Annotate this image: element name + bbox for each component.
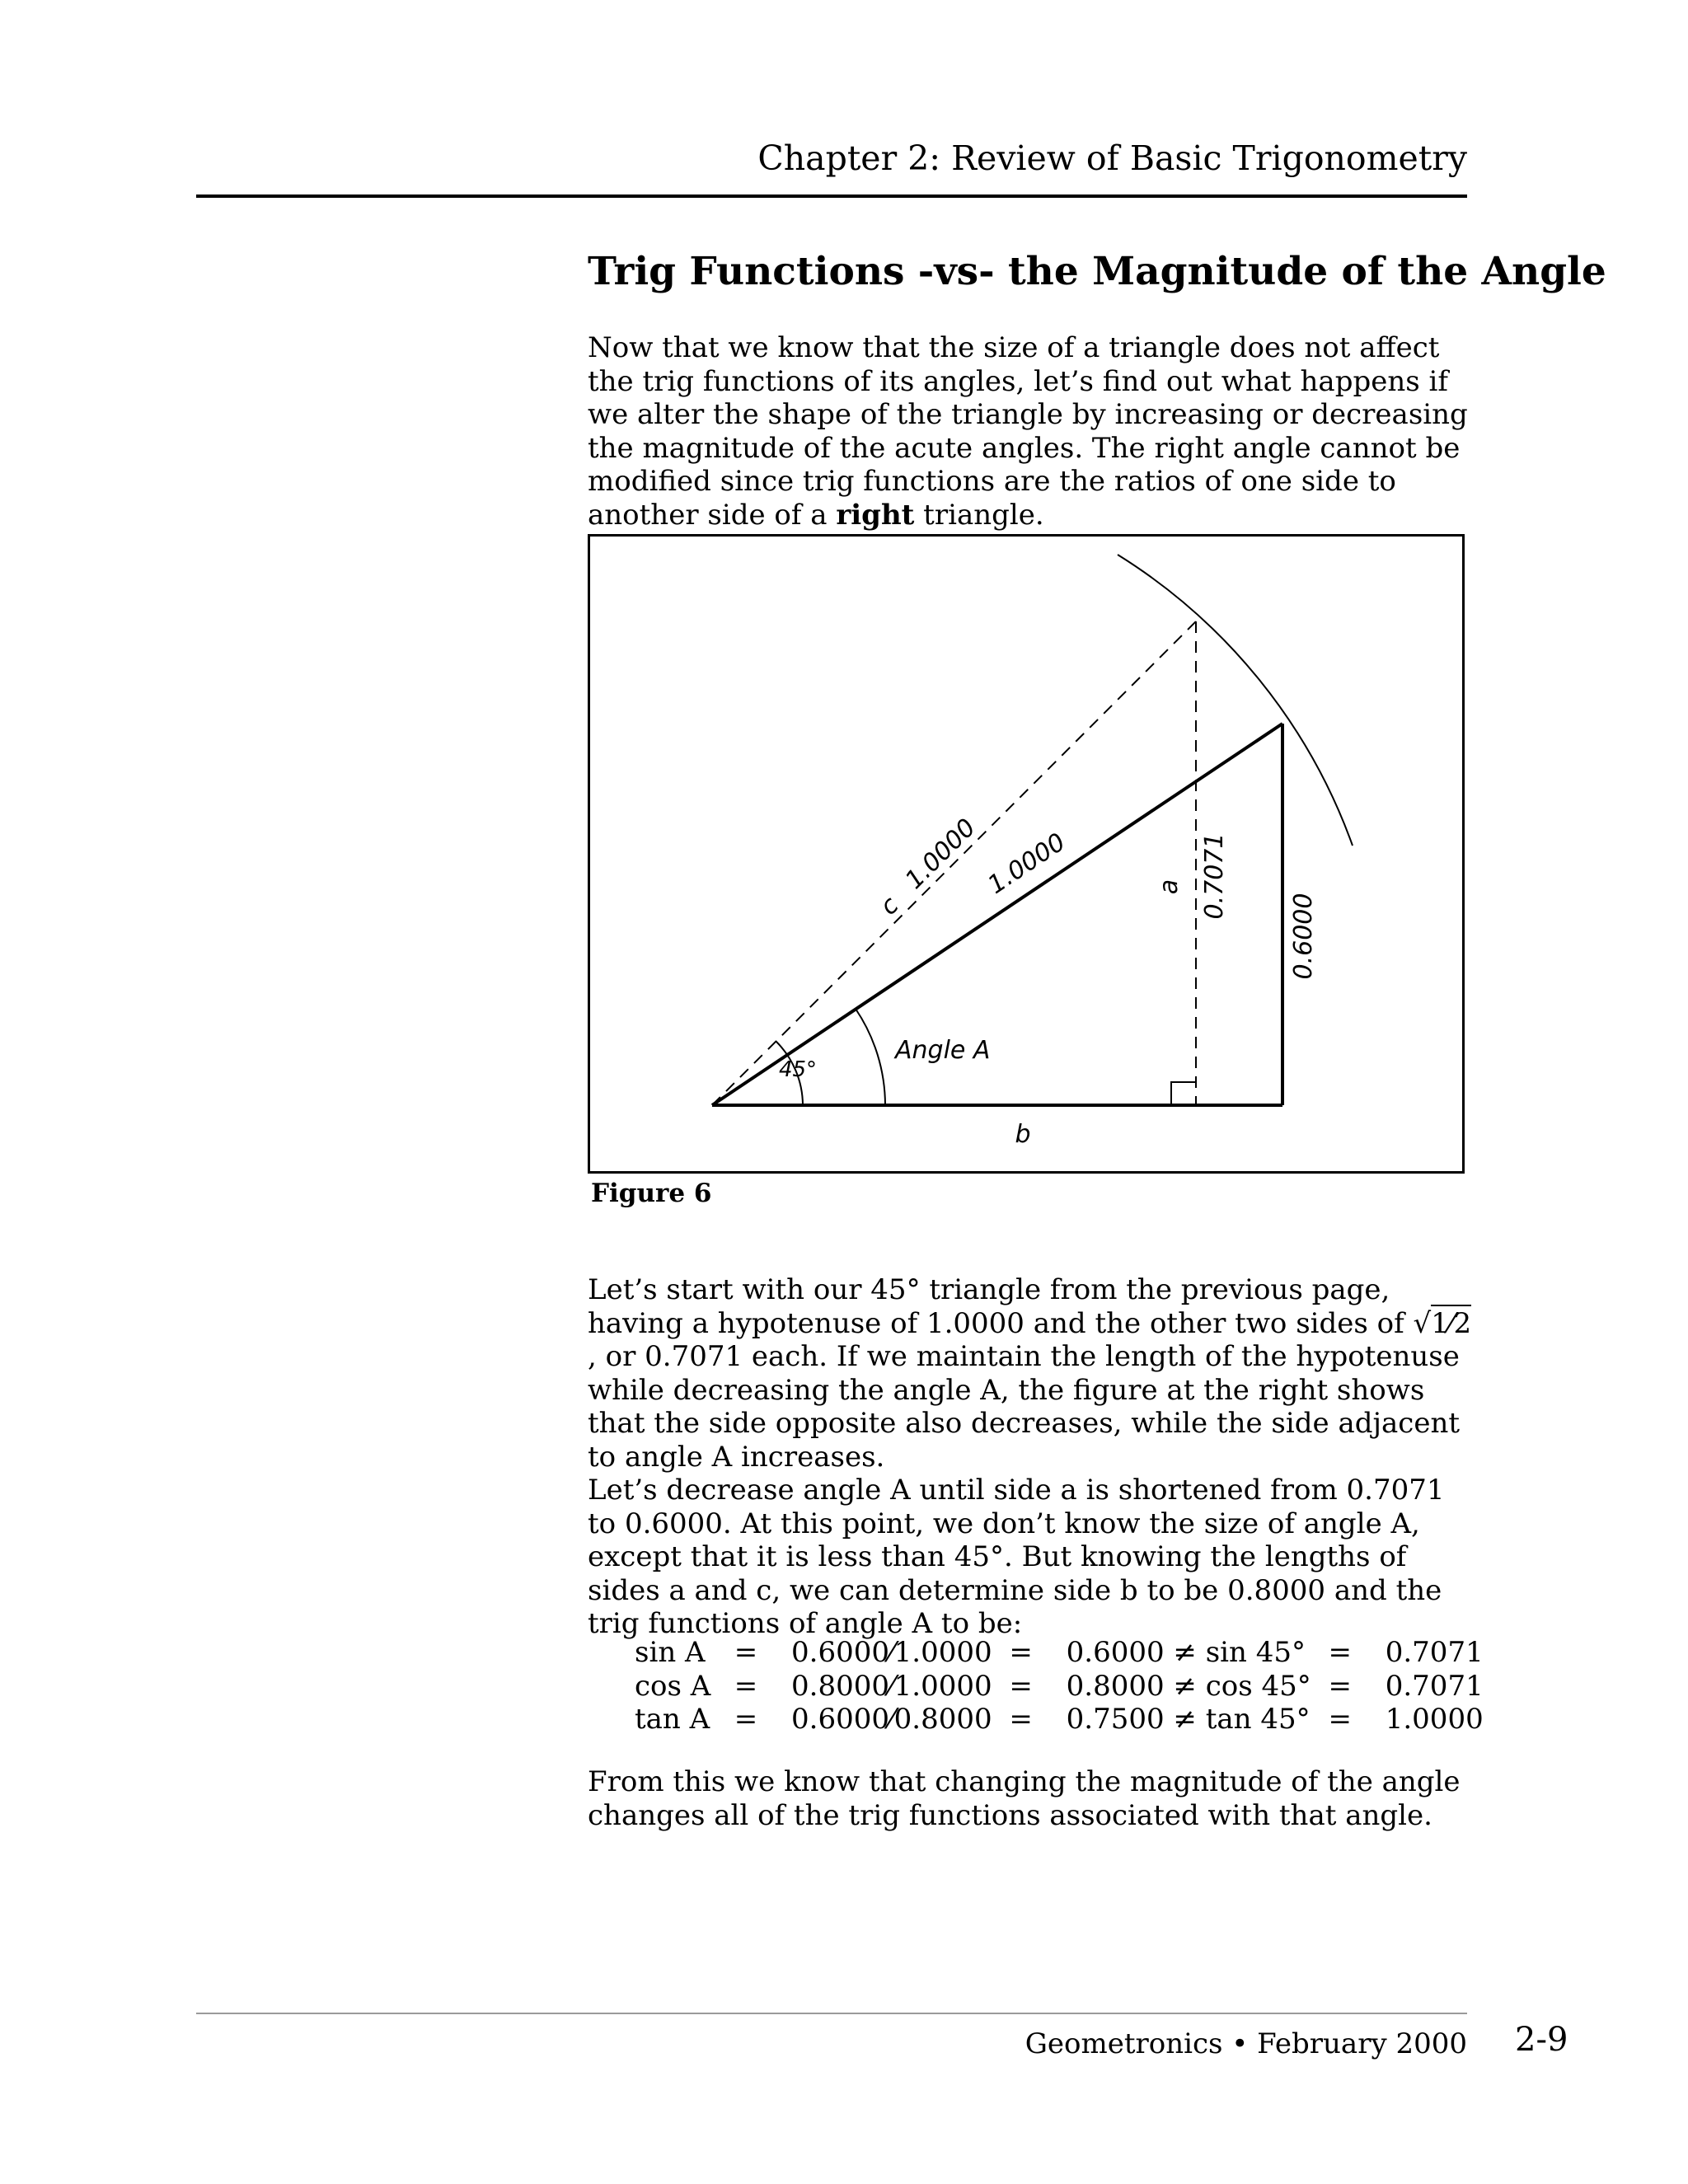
equation-row xyxy=(635,1670,1484,1704)
eq-function: cos A xyxy=(635,1669,711,1703)
hypotenuse-45-dashed xyxy=(712,621,1196,1105)
p3-text: Let’s decrease angle A until side a is shortened from 0.7071 to 0.6000. At this point, we don’t know the size of angle A, except that it is less than 45°. But knowing the lengths of sides a and c, we can determine side b to be 0.8000 and the trig functions of angle A to be: xyxy=(588,1474,1445,1640)
intro-paragraph xyxy=(588,331,1474,532)
eq-function: tan A xyxy=(635,1703,710,1736)
label-angle-a: Angle A xyxy=(895,1036,991,1065)
label-opp-45: 0.7071 xyxy=(1200,832,1229,920)
eq-result: 0.7071 xyxy=(1385,1669,1484,1703)
paragraph-decrease-angle xyxy=(588,1474,1474,1641)
eq-sign: = xyxy=(1009,1669,1033,1703)
p4-text: From this we know that changing the magnitude of the angle changes all of the trig functions associated with that angle. xyxy=(588,1765,1461,1832)
eq-sign: = xyxy=(1328,1669,1352,1703)
eq-result: 0.7071 xyxy=(1385,1636,1484,1669)
label-angle-45: 45° xyxy=(778,1057,818,1082)
footer-rule xyxy=(196,2013,1467,2014)
sqrt-symbol: √ xyxy=(1413,1306,1432,1340)
angle-a-arc xyxy=(856,1009,885,1105)
label-b: b xyxy=(1015,1120,1031,1149)
triangle-diagram xyxy=(590,537,1467,1176)
eq-result: 1.0000 xyxy=(1385,1703,1484,1736)
eq-sign: = xyxy=(734,1703,758,1736)
label-opp-a: 0.6000 xyxy=(1289,893,1318,980)
eq-ratio: 0.6000⁄0.8000 xyxy=(791,1703,992,1736)
figure-6-diagram xyxy=(588,534,1465,1174)
sqrt-radicand: 1⁄2 xyxy=(1431,1305,1471,1340)
paragraph-conclusion xyxy=(588,1765,1474,1832)
label-a: a xyxy=(1155,879,1184,895)
eq-sign: = xyxy=(1328,1703,1352,1736)
eq-sign: = xyxy=(1328,1636,1352,1669)
eq-value: 0.6000 ≠ sin 45° xyxy=(1066,1636,1306,1669)
equation-row xyxy=(635,1636,1484,1670)
sqrt-expression xyxy=(1414,1307,1472,1341)
eq-sign: = xyxy=(1009,1703,1033,1736)
eq-sign: = xyxy=(734,1636,758,1669)
chapter-title: Chapter 2: Review of Basic Trigonometry xyxy=(757,138,1467,178)
label-c: c xyxy=(874,891,905,921)
eq-sign: = xyxy=(734,1669,758,1703)
section-title: Trig Functions -vs- the Magnitude of the Angle xyxy=(588,249,1606,294)
footer-text: Geometronics • February 2000 xyxy=(1025,2027,1467,2060)
eq-value: 0.8000 ≠ cos 45° xyxy=(1066,1669,1311,1703)
eq-sign: = xyxy=(1009,1636,1033,1669)
paragraph-45-triangle xyxy=(588,1273,1474,1474)
eq-ratio: 0.8000⁄1.0000 xyxy=(791,1669,992,1703)
header-rule xyxy=(196,194,1467,198)
intro-text: Now that we know that the size of a triangle does not affect the trig functions of its angles, let’s find out what happens if we alter the shape of the triangle by increasing or decreasing the magnitude of the acute angles. The right angle cannot be modified since trig functions are the ratios of one side to another side of a xyxy=(588,331,1468,532)
label-hyp-a: 1.0000 xyxy=(982,827,1071,900)
figure-caption: Figure 6 xyxy=(591,1179,712,1208)
p2-text-end: , or 0.7071 each. If we maintain the length of the hypotenuse while decreasing the angle A, the figure at the right shows that the side opposite also decreases, while the side adjacent to angle A increases. xyxy=(588,1340,1461,1474)
hypotenuse-a xyxy=(712,724,1282,1105)
eq-ratio: 0.6000⁄1.0000 xyxy=(791,1636,992,1669)
right-angle-marker xyxy=(1171,1082,1196,1105)
intro-text-end: triangle. xyxy=(914,498,1044,532)
trig-equations-table xyxy=(635,1636,1484,1736)
label-hyp-45: 1.0000 xyxy=(899,813,982,895)
intro-bold-word: right xyxy=(836,498,915,532)
eq-value: 0.7500 ≠ tan 45° xyxy=(1066,1703,1311,1736)
eq-function: sin A xyxy=(635,1636,706,1669)
p2-text: Let’s start with our 45° triangle from the previous page, having a hypotenuse of 1.0000 and the other two sides of xyxy=(588,1273,1414,1340)
equation-row xyxy=(635,1703,1484,1736)
radius-arc xyxy=(1118,555,1353,846)
page-number: 2-9 xyxy=(1515,2021,1568,2059)
